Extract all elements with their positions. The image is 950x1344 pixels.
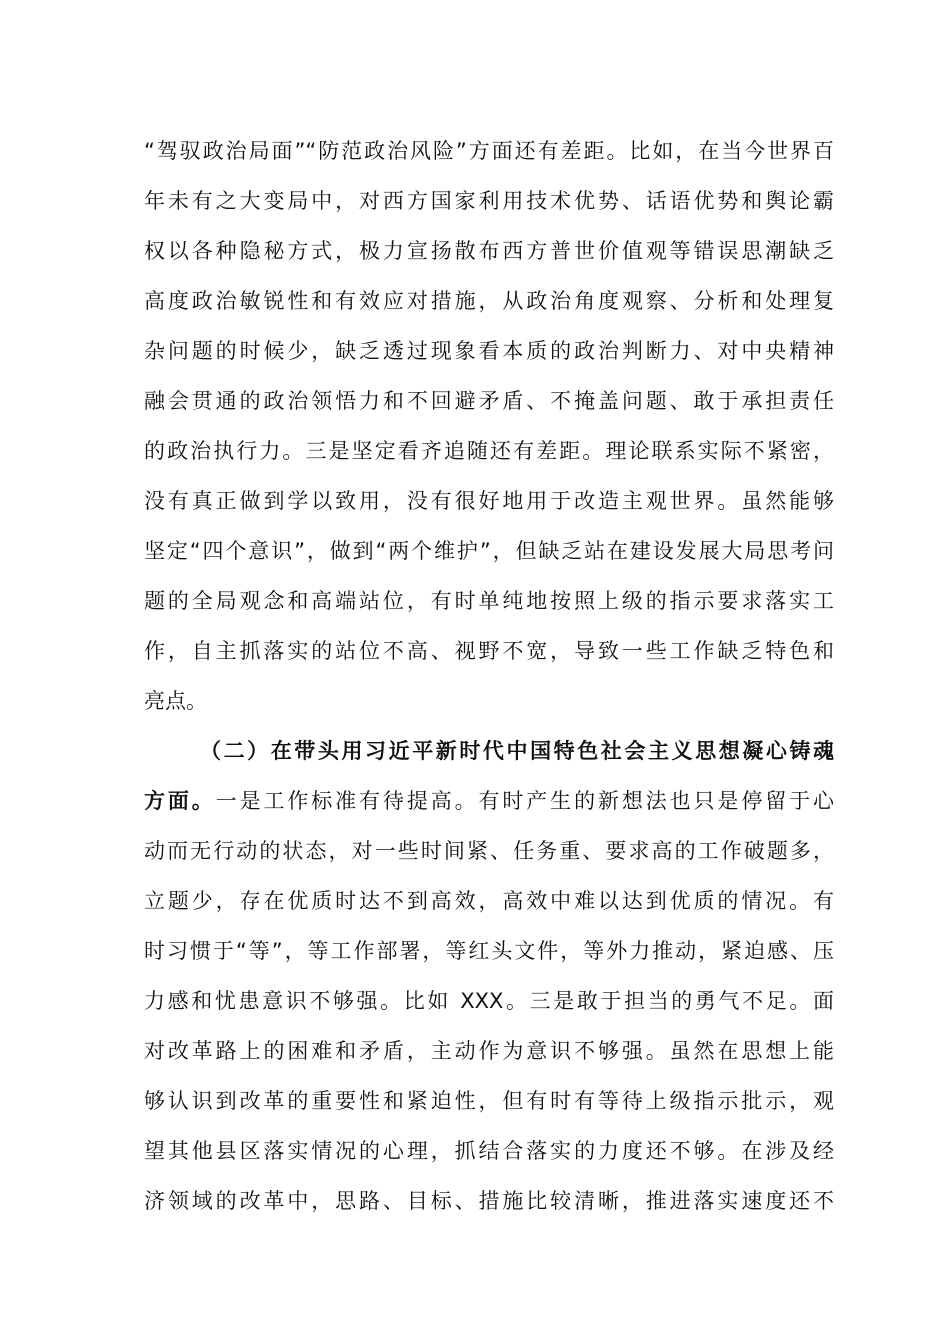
body-line: 动而无行动的状态，对一些时间紧、任务重、要求高的工作破题多， xyxy=(144,839,834,863)
body-line: 时习惯于“等”，等工作部署，等红头文件，等外力推动，紧迫感、压 xyxy=(144,939,834,963)
body-line: “驾驭政治局面”“防范政治风险”方面还有差距。比如，在当今世界百 xyxy=(144,139,834,163)
body-line: 融会贯通的政治领悟力和不回避矛盾、不掩盖问题、敢于承担责任 xyxy=(144,389,834,413)
section-heading-tail: 方面。 xyxy=(144,789,216,813)
section-heading: （二）在带头用习近平新时代中国特色社会主义思想凝心铸魂 xyxy=(200,739,834,763)
body-line: 望其他县区落实情况的心理，抓结合落实的力度还不够。在涉及经 xyxy=(144,1139,834,1163)
body-line: 立题少，存在优质时达不到高效，高效中难以达到优质的情况。有 xyxy=(144,889,834,913)
body-line: 力感和忧患意识不够强。比如 XXX。三是敢于担当的勇气不足。面 xyxy=(144,989,834,1013)
body-line: 济领域的改革中，思路、目标、措施比较清晰，推进落实速度还不 xyxy=(144,1189,834,1213)
body-line-text: 一是工作标准有待提高。有时产生的新想法也只是停留于心 xyxy=(215,789,834,813)
body-line: 权以各种隐秘方式，极力宣扬散布西方普世价值观等错误思潮缺乏 xyxy=(144,239,834,263)
body-line: 够认识到改革的重要性和紧迫性，但有时有等待上级指示批示，观 xyxy=(144,1089,834,1113)
body-line: 年未有之大变局中，对西方国家利用技术优势、话语优势和舆论霸 xyxy=(144,189,834,213)
body-line: 坚定“四个意识”，做到“两个维护”，但缺乏站在建设发展大局思考问 xyxy=(144,539,834,563)
body-line: 高度政治敏锐性和有效应对措施，从政治角度观察、分析和处理复 xyxy=(144,289,834,313)
body-line xyxy=(144,776,834,826)
document-body xyxy=(144,126,834,1226)
body-line: 杂问题的时候少，缺乏透过现象看本质的政治判断力、对中央精神 xyxy=(144,339,834,363)
body-line: 作，自主抓落实的站位不高、视野不宽，导致一些工作缺乏特色和 xyxy=(144,639,834,663)
body-line: 对改革路上的困难和矛盾，主动作为意识不够强。虽然在思想上能 xyxy=(144,1039,834,1063)
body-line: 亮点。 xyxy=(144,689,207,713)
body-line: 的政治执行力。三是坚定看齐追随还有差距。理论联系实际不紧密， xyxy=(144,439,834,463)
body-line: 题的全局观念和高端站位，有时单纯地按照上级的指示要求落实工 xyxy=(144,589,834,613)
body-line: 没有真正做到学以致用，没有很好地用于改造主观世界。虽然能够 xyxy=(144,489,834,513)
